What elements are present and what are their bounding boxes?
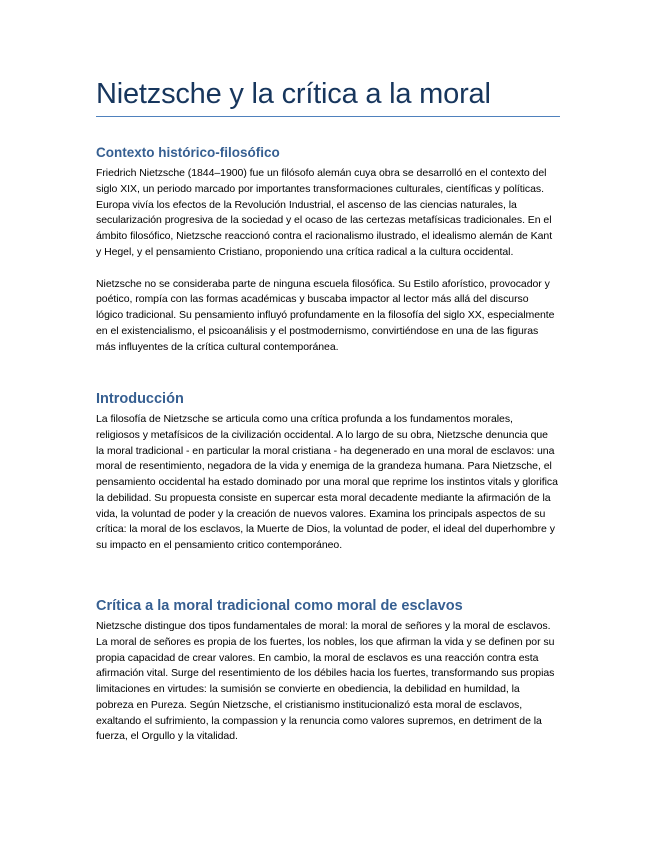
section-introduccion [96,388,558,554]
paragraph-contexto-2: Nietzsche no se consideraba parte de ninguna escuela filosófica. Su Estilo aforístico, provocador y poético, rompía con las formas académicas y buscaba impactor al lector más allá del discurso lógico tradicional. Su pensamiento influyó profundamente en la filosofía del siglo XX, especialmente en el existencialismo, el psicoanálisis y el postmodernismo, convirtiéndose en una de las figuras más influyentes de la crítica cultural contemporánea. [96,277,555,353]
section-contexto [96,142,558,355]
section-critica [96,595,558,745]
title-underline [96,116,560,117]
section-heading-introduccion: Introducción [96,391,184,407]
section-heading-contexto: Contexto histórico-filosófico [96,145,280,160]
document-title: Nietzsche y la crítica a la moral [96,78,491,110]
paragraph-introduccion-1: La filosofía de Nietzsche se articula como una crítica profunda a los fundamentos morales, religiosos y metafísicos de la civilización occidental. A lo largo de su obra, Nietzsche denuncia que la moral tradicional - en particular la moral cristiana - ha degenerado en una moral de esclavos: una moral de resentimiento, negadora de la vida y enemiga de la grandeza humana. Para Nietzsche, el pensamiento occidental ha estado dominado por una moral que reprime los instintos vitals y glorifica la debilidad. Su propuesta consiste en supercar esta moral decadente mediante la afirmación de la vida, la voluntad de poder y la creación de nuevos valores. Examina los principals aspectos de su crítica: la moral de los esclavos, la Muerte de Dios, la voluntad de poder, el ideal del duperhombre y su impacto en el pensamiento critico contemporáneo. [96,413,558,551]
paragraph-contexto-1: Friedrich Nietzsche (1844–1900) fue un filósofo alemán cuya obra se desarrolló en el contexto del siglo XIX, un periodo marcado por importantes transformaciones culturales, científicas y políticas. Europa vivía los efectos de la Revolución Industrial, el ascenso de las ciencias naturales, la secularización progresiva de la sociedad y el ocaso de las certezas metafísicas tradicionales. En el ámbito filosófico, Nietzsche reaccionó contra el racionalismo ilustrado, el idealismo alemán de Kant y Hegel, y el pensamiento Cristiano, proponiendo una crítica radical a la cultura occidental. [96,167,553,258]
section-heading-critica: Crítica a la moral tradicional como moral de esclavos [96,598,463,614]
paragraph-critica-1: Nietzsche distingue dos tipos fundamentales de moral: la moral de señores y la moral de esclavos. La moral de señores es propia de los fuertes, los nobles, los que afirman la vida y se definen por su propia capacidad de crear valores. En cambio, la moral de esclavos es una reacción contra esta afirmación vital. Surge del resentimiento de los débiles hacia los fuertes, transformando sus propias limitaciones en virtudes: la sumisión se convierte en obediencia, la debilidad en humildad, la pobreza en Pureza. Según Nietzsche, el cristianismo institucionalizó esta moral de esclavos, exaltando el sufrimiento, la compassion y la renuncia como valores supremos, en detriment de la fuerza, el Orgullo y la vitalidad. [96,620,555,743]
